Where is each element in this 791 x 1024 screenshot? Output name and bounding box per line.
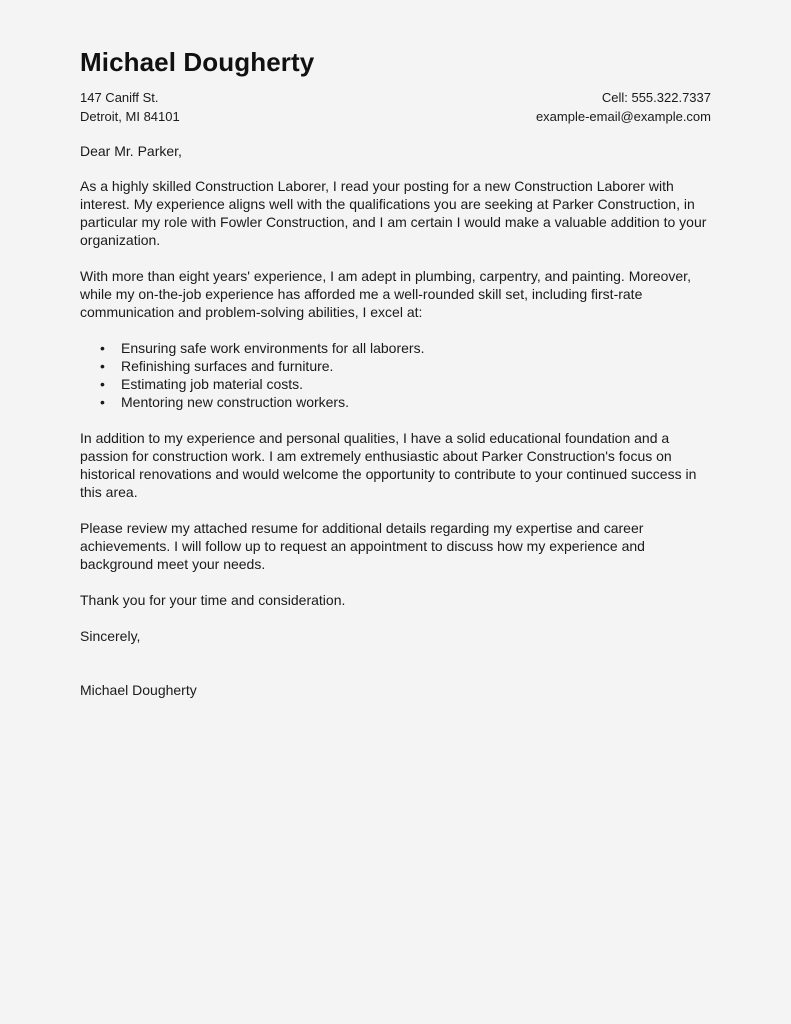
closing-line: Sincerely, (80, 628, 141, 644)
signature-name: Michael Dougherty (80, 682, 197, 698)
skill-text: Estimating job material costs. (121, 376, 304, 392)
bullet-icon: • (100, 376, 105, 392)
bullet-icon: • (100, 394, 105, 410)
thanks-line: Thank you for your time and consideration. (80, 592, 346, 608)
list-item (80, 393, 712, 411)
paragraph-experience: With more than eight years' experience, I am adept in plumbing, carpentry, and painting. Moreover, while my on-the-job experience has afforded me a well-rounded skill set, including first-rate communication and problem-solving abilities, I excel at: (80, 268, 691, 320)
phone-number: Cell: 555.322.7337 (601, 90, 711, 105)
list-item (80, 339, 712, 357)
address-line-1: 147 Caniff St. (80, 90, 159, 105)
skill-text: Refinishing surfaces and furniture. (121, 358, 334, 374)
contact-row-2 (80, 107, 711, 126)
paragraph-intro: As a highly skilled Construction Laborer, I read your posting for a new Construction Laborer with interest. My experience aligns well with the qualifications you are seeking at Parker Construction, in particular my role with Fowler Construction, and I am certain I would make a valuable addition to your organization. (80, 178, 707, 248)
cover-letter (80, 0, 712, 1024)
bullet-icon: • (100, 340, 105, 356)
list-item (80, 375, 712, 393)
contact-row-1 (80, 88, 711, 107)
paragraph-education: In addition to my experience and personal qualities, I have a solid educational foundation and a passion for construction work. I am extremely enthusiastic about Parker Construction's focus on historical renovations and would welcome the opportunity to contribute to your continued success in this area. (80, 430, 697, 500)
list-item (80, 357, 712, 375)
skill-text: Ensuring safe work environments for all laborers. (121, 340, 425, 356)
bullet-icon: • (100, 358, 105, 374)
skill-text: Mentoring new construction workers. (121, 394, 349, 410)
email-address: example-email@example.com (535, 109, 711, 124)
applicant-name: Michael Dougherty (80, 47, 315, 77)
letter-body (80, 142, 712, 699)
address-line-2: Detroit, MI 84101 (80, 109, 180, 124)
skills-list (80, 339, 712, 411)
paragraph-followup: Please review my attached resume for additional details regarding my expertise and career achievements. I will follow up to request an appointment to discuss how my experience and background meet your needs. (80, 520, 645, 572)
salutation: Dear Mr. Parker, (80, 143, 182, 159)
